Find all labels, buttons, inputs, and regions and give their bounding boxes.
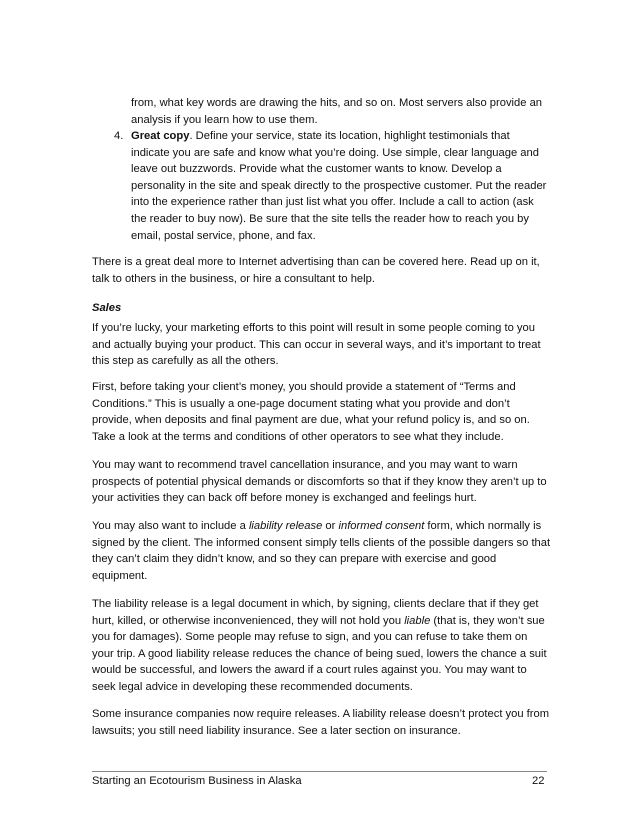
- paragraph-legal-document: [92, 596, 552, 696]
- list-item-3-continuation: from, what key words are drawing the hits, and so on. Most servers also provide an analysis if you learn how to use them.: [131, 97, 543, 126]
- paragraph-insurance-companies: Some insurance companies now require releases. A liability release doesn’t protect you from lawsuits; you still need liability insurance. See a later section on insurance.: [92, 708, 550, 737]
- release-term-liability: liability release: [248, 520, 323, 532]
- release-text-c: or: [322, 520, 339, 532]
- footer-title: Starting an Ecotourism Business in Alaska: [92, 775, 302, 787]
- release-text-e: form, which normally is signed by the client. The informed consent simply tells clients of the possible dangers so that they can’t claim they didn’t know, and so they can prepare with exercise and good equipment.: [92, 520, 551, 582]
- list-item-4-number: 4.: [114, 130, 124, 142]
- release-text-a: You may also want to include a: [92, 520, 249, 532]
- list-item-4-text: . Define your service, state its location, highlight testimonials that indicate you are safe and know what you’re doing. Use simple, clear language and leave out buzzwords. Provide what the customer wants to know. Develop a personality in the site and speak directly to the prospective customer. Put the reader into the experience rather than just list what you offer. Include a call to action (ask the reader to buy now). Be sure that the site tells the reader how to reach you by email, postal service, phone, and fax.: [131, 130, 547, 242]
- paragraph-internet-advertising: There is a great deal more to Internet advertising than can be covered here. Read up on it, talk to others in the business, or hire a consultant to help.: [92, 256, 540, 285]
- release-term-consent: informed consent: [338, 520, 425, 532]
- section-heading-sales: Sales: [92, 302, 122, 314]
- footer-rule: [92, 771, 547, 772]
- paragraph-marketing: If you’re lucky, your marketing efforts to this point will result in some people coming to you and actually buying your product. This can occur in several ways, and it’s important to treat this step as carefully as all the others.: [92, 322, 541, 368]
- paragraph-terms-conditions: First, before taking your client’s money, you should provide a statement of “Terms and Conditions.” This is usually a one-page document stating what you provide and don’t provide, when deposits and final payment are due, what your refund policy is, and so on. Take a look at the terms and conditions of other operators to see what they include.: [92, 381, 530, 443]
- paragraph-liability-release: [92, 518, 552, 584]
- list-item-4: [131, 128, 549, 244]
- paragraph-cancellation-insurance: You may want to recommend travel cancellation insurance, and you may want to warn prospects of potential physical demands or discomforts so that if they know they aren’t up to your activities they can back off before money is exchanged and feelings hurt.: [92, 459, 547, 505]
- legal-text-a: The liability release is a legal document in which, by signing, clients declare that if they get hurt, killed, or otherwise inconvenienced, they will not hold you: [92, 598, 539, 627]
- page-number: 22: [532, 775, 545, 787]
- list-item-4-title: Great copy: [131, 130, 190, 142]
- legal-text-c: (that is, they won’t sue you for damages). Some people may refuse to sign, and you can refuse to take them on your trip. A good liability release reduces the chance of being sued, lowers the chance a suit would be successful, and lowers the award if a court rules against you. You may want to seek legal advice in developing these recommended documents.: [92, 614, 547, 693]
- legal-term-liable: liable: [404, 614, 431, 627]
